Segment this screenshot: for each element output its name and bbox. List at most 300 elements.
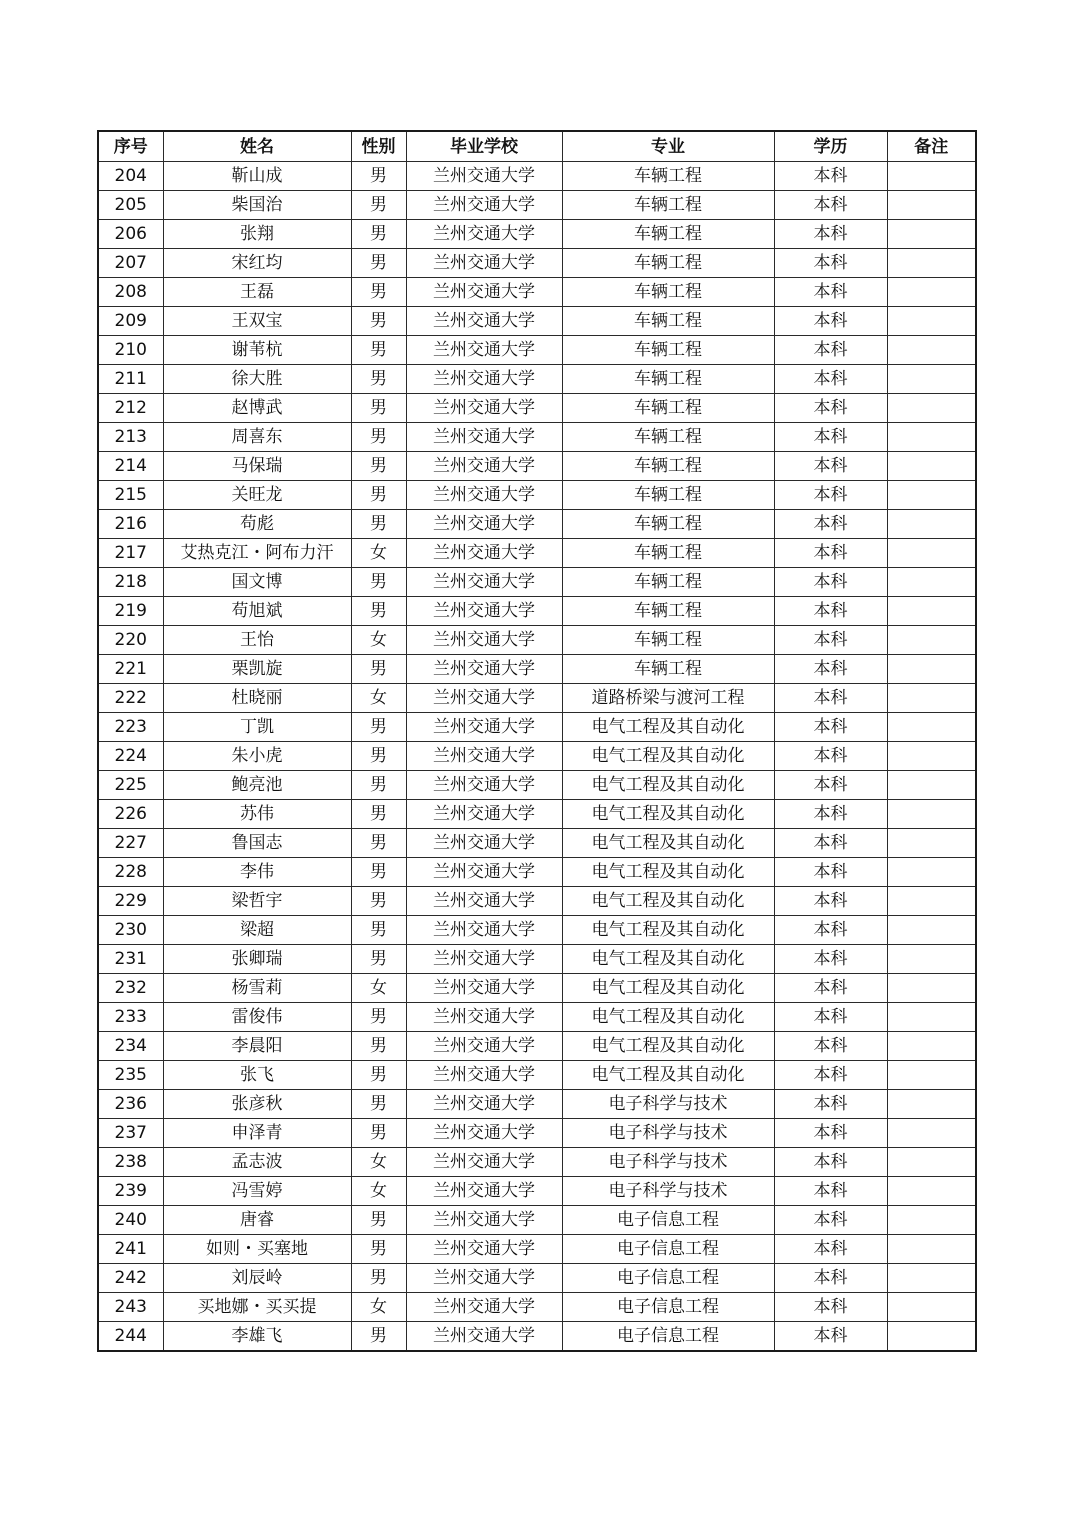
- cell-school: 兰州交通大学: [406, 278, 562, 307]
- cell-remarks: [887, 800, 976, 829]
- cell-seq: 221: [98, 655, 163, 684]
- header-major: 专业: [562, 131, 774, 162]
- cell-remarks: [887, 481, 976, 510]
- cell-seq: 220: [98, 626, 163, 655]
- cell-seq: 223: [98, 713, 163, 742]
- cell-degree: 本科: [774, 481, 887, 510]
- table-row: [98, 1177, 976, 1206]
- cell-major: 车辆工程: [562, 510, 774, 539]
- cell-school: 兰州交通大学: [406, 365, 562, 394]
- cell-school: 兰州交通大学: [406, 1206, 562, 1235]
- table-row: [98, 887, 976, 916]
- table-row: [98, 191, 976, 220]
- cell-degree: 本科: [774, 597, 887, 626]
- table-row: [98, 220, 976, 249]
- cell-major: 车辆工程: [562, 452, 774, 481]
- cell-remarks: [887, 945, 976, 974]
- cell-remarks: [887, 220, 976, 249]
- table-row: [98, 829, 976, 858]
- cell-seq: 230: [98, 916, 163, 945]
- cell-school: 兰州交通大学: [406, 974, 562, 1003]
- cell-seq: 206: [98, 220, 163, 249]
- table-row: [98, 1148, 976, 1177]
- table-row: [98, 1235, 976, 1264]
- cell-degree: 本科: [774, 162, 887, 191]
- cell-degree: 本科: [774, 307, 887, 336]
- cell-name: 雷俊伟: [163, 1003, 351, 1032]
- cell-degree: 本科: [774, 974, 887, 1003]
- cell-name: 李晨阳: [163, 1032, 351, 1061]
- table-row: [98, 800, 976, 829]
- cell-seq: 242: [98, 1264, 163, 1293]
- cell-name: 杜晓丽: [163, 684, 351, 713]
- cell-gender: 女: [351, 974, 406, 1003]
- cell-name: 如则・买塞地: [163, 1235, 351, 1264]
- cell-degree: 本科: [774, 423, 887, 452]
- cell-seq: 231: [98, 945, 163, 974]
- cell-name: 鲍亮池: [163, 771, 351, 800]
- cell-remarks: [887, 1293, 976, 1322]
- cell-name: 张卿瑞: [163, 945, 351, 974]
- cell-name: 宋红均: [163, 249, 351, 278]
- cell-name: 王磊: [163, 278, 351, 307]
- cell-seq: 207: [98, 249, 163, 278]
- cell-degree: 本科: [774, 336, 887, 365]
- cell-seq: 236: [98, 1090, 163, 1119]
- cell-seq: 238: [98, 1148, 163, 1177]
- cell-major: 电气工程及其自动化: [562, 974, 774, 1003]
- cell-school: 兰州交通大学: [406, 510, 562, 539]
- cell-gender: 女: [351, 684, 406, 713]
- cell-gender: 男: [351, 1264, 406, 1293]
- cell-seq: 243: [98, 1293, 163, 1322]
- cell-major: 电子信息工程: [562, 1293, 774, 1322]
- cell-gender: 男: [351, 452, 406, 481]
- cell-remarks: [887, 1322, 976, 1352]
- cell-name: 周喜东: [163, 423, 351, 452]
- cell-school: 兰州交通大学: [406, 423, 562, 452]
- cell-name: 丁凯: [163, 713, 351, 742]
- cell-remarks: [887, 858, 976, 887]
- cell-major: 车辆工程: [562, 626, 774, 655]
- cell-school: 兰州交通大学: [406, 742, 562, 771]
- cell-remarks: [887, 1235, 976, 1264]
- cell-degree: 本科: [774, 800, 887, 829]
- cell-major: 电子科学与技术: [562, 1119, 774, 1148]
- cell-degree: 本科: [774, 220, 887, 249]
- cell-degree: 本科: [774, 684, 887, 713]
- cell-seq: 214: [98, 452, 163, 481]
- cell-major: 车辆工程: [562, 220, 774, 249]
- cell-gender: 男: [351, 1322, 406, 1352]
- cell-major: 电子信息工程: [562, 1235, 774, 1264]
- cell-remarks: [887, 568, 976, 597]
- cell-school: 兰州交通大学: [406, 481, 562, 510]
- cell-gender: 男: [351, 365, 406, 394]
- cell-name: 国文博: [163, 568, 351, 597]
- cell-degree: 本科: [774, 887, 887, 916]
- cell-remarks: [887, 191, 976, 220]
- table-row: [98, 1119, 976, 1148]
- cell-name: 申泽青: [163, 1119, 351, 1148]
- cell-gender: 男: [351, 829, 406, 858]
- cell-degree: 本科: [774, 1003, 887, 1032]
- cell-school: 兰州交通大学: [406, 887, 562, 916]
- header-degree: 学历: [774, 131, 887, 162]
- table-row: [98, 452, 976, 481]
- cell-name: 关旺龙: [163, 481, 351, 510]
- table-row: [98, 278, 976, 307]
- cell-gender: 男: [351, 336, 406, 365]
- cell-school: 兰州交通大学: [406, 220, 562, 249]
- cell-remarks: [887, 539, 976, 568]
- cell-degree: 本科: [774, 1032, 887, 1061]
- table-row: [98, 858, 976, 887]
- cell-name: 张飞: [163, 1061, 351, 1090]
- cell-major: 电子科学与技术: [562, 1177, 774, 1206]
- header-name: 姓名: [163, 131, 351, 162]
- header-seq: 序号: [98, 131, 163, 162]
- cell-gender: 女: [351, 626, 406, 655]
- table-row: [98, 481, 976, 510]
- cell-major: 车辆工程: [562, 365, 774, 394]
- table-row: [98, 655, 976, 684]
- cell-seq: 226: [98, 800, 163, 829]
- cell-gender: 男: [351, 597, 406, 626]
- cell-degree: 本科: [774, 858, 887, 887]
- table-row: [98, 713, 976, 742]
- cell-degree: 本科: [774, 945, 887, 974]
- cell-major: 车辆工程: [562, 278, 774, 307]
- cell-name: 朱小虎: [163, 742, 351, 771]
- cell-major: 车辆工程: [562, 307, 774, 336]
- cell-seq: 228: [98, 858, 163, 887]
- cell-school: 兰州交通大学: [406, 1119, 562, 1148]
- table-row: [98, 974, 976, 1003]
- cell-degree: 本科: [774, 539, 887, 568]
- cell-seq: 219: [98, 597, 163, 626]
- cell-remarks: [887, 452, 976, 481]
- cell-school: 兰州交通大学: [406, 539, 562, 568]
- cell-school: 兰州交通大学: [406, 655, 562, 684]
- cell-degree: 本科: [774, 568, 887, 597]
- cell-seq: 216: [98, 510, 163, 539]
- cell-seq: 218: [98, 568, 163, 597]
- cell-major: 电气工程及其自动化: [562, 713, 774, 742]
- cell-degree: 本科: [774, 394, 887, 423]
- cell-gender: 男: [351, 423, 406, 452]
- table-row: [98, 307, 976, 336]
- table-row: [98, 423, 976, 452]
- cell-gender: 男: [351, 220, 406, 249]
- table-row: [98, 162, 976, 191]
- cell-degree: 本科: [774, 365, 887, 394]
- table-row: [98, 394, 976, 423]
- table-row: [98, 1061, 976, 1090]
- cell-remarks: [887, 336, 976, 365]
- cell-degree: 本科: [774, 771, 887, 800]
- header-remarks: 备注: [887, 131, 976, 162]
- cell-name: 苟彪: [163, 510, 351, 539]
- cell-school: 兰州交通大学: [406, 1032, 562, 1061]
- cell-gender: 男: [351, 1206, 406, 1235]
- cell-degree: 本科: [774, 742, 887, 771]
- cell-remarks: [887, 1032, 976, 1061]
- table-row: [98, 626, 976, 655]
- cell-gender: 男: [351, 1090, 406, 1119]
- cell-degree: 本科: [774, 713, 887, 742]
- cell-remarks: [887, 684, 976, 713]
- cell-gender: 男: [351, 249, 406, 278]
- cell-gender: 男: [351, 510, 406, 539]
- cell-seq: 217: [98, 539, 163, 568]
- table-row: [98, 1032, 976, 1061]
- cell-degree: 本科: [774, 452, 887, 481]
- table-row: [98, 568, 976, 597]
- cell-major: 电气工程及其自动化: [562, 916, 774, 945]
- cell-name: 杨雪莉: [163, 974, 351, 1003]
- cell-seq: 229: [98, 887, 163, 916]
- cell-remarks: [887, 1061, 976, 1090]
- cell-name: 梁哲宇: [163, 887, 351, 916]
- cell-gender: 男: [351, 655, 406, 684]
- cell-name: 李雄飞: [163, 1322, 351, 1352]
- cell-major: 车辆工程: [562, 597, 774, 626]
- cell-school: 兰州交通大学: [406, 713, 562, 742]
- cell-degree: 本科: [774, 1148, 887, 1177]
- cell-gender: 男: [351, 713, 406, 742]
- cell-name: 冯雪婷: [163, 1177, 351, 1206]
- cell-remarks: [887, 1090, 976, 1119]
- cell-gender: 男: [351, 800, 406, 829]
- cell-seq: 204: [98, 162, 163, 191]
- cell-name: 张翔: [163, 220, 351, 249]
- cell-gender: 男: [351, 858, 406, 887]
- cell-school: 兰州交通大学: [406, 916, 562, 945]
- cell-school: 兰州交通大学: [406, 945, 562, 974]
- cell-degree: 本科: [774, 1235, 887, 1264]
- cell-major: 车辆工程: [562, 655, 774, 684]
- cell-seq: 211: [98, 365, 163, 394]
- cell-school: 兰州交通大学: [406, 1148, 562, 1177]
- cell-name: 买地娜・买买提: [163, 1293, 351, 1322]
- cell-remarks: [887, 597, 976, 626]
- cell-major: 电气工程及其自动化: [562, 945, 774, 974]
- cell-degree: 本科: [774, 1293, 887, 1322]
- table-row: [98, 539, 976, 568]
- cell-gender: 男: [351, 1119, 406, 1148]
- cell-school: 兰州交通大学: [406, 800, 562, 829]
- cell-remarks: [887, 916, 976, 945]
- cell-remarks: [887, 1119, 976, 1148]
- cell-seq: 237: [98, 1119, 163, 1148]
- cell-seq: 233: [98, 1003, 163, 1032]
- cell-school: 兰州交通大学: [406, 191, 562, 220]
- cell-seq: 232: [98, 974, 163, 1003]
- cell-gender: 男: [351, 394, 406, 423]
- cell-remarks: [887, 365, 976, 394]
- cell-major: 电气工程及其自动化: [562, 742, 774, 771]
- cell-major: 电子科学与技术: [562, 1090, 774, 1119]
- cell-seq: 210: [98, 336, 163, 365]
- cell-gender: 男: [351, 191, 406, 220]
- cell-major: 电子信息工程: [562, 1264, 774, 1293]
- cell-name: 苏伟: [163, 800, 351, 829]
- cell-school: 兰州交通大学: [406, 1090, 562, 1119]
- cell-remarks: [887, 771, 976, 800]
- cell-degree: 本科: [774, 278, 887, 307]
- cell-school: 兰州交通大学: [406, 162, 562, 191]
- table-row: [98, 1264, 976, 1293]
- cell-gender: 女: [351, 1148, 406, 1177]
- cell-school: 兰州交通大学: [406, 249, 562, 278]
- cell-seq: 224: [98, 742, 163, 771]
- cell-degree: 本科: [774, 1177, 887, 1206]
- cell-school: 兰州交通大学: [406, 1235, 562, 1264]
- cell-major: 电子信息工程: [562, 1322, 774, 1352]
- cell-major: 车辆工程: [562, 162, 774, 191]
- cell-major: 车辆工程: [562, 539, 774, 568]
- cell-degree: 本科: [774, 1119, 887, 1148]
- table-row: [98, 1293, 976, 1322]
- cell-gender: 男: [351, 162, 406, 191]
- cell-gender: 男: [351, 1032, 406, 1061]
- cell-degree: 本科: [774, 626, 887, 655]
- cell-gender: 男: [351, 916, 406, 945]
- cell-seq: 208: [98, 278, 163, 307]
- cell-gender: 男: [351, 742, 406, 771]
- cell-name: 孟志波: [163, 1148, 351, 1177]
- cell-remarks: [887, 510, 976, 539]
- cell-remarks: [887, 278, 976, 307]
- header-school: 毕业学校: [406, 131, 562, 162]
- roster-table: [97, 130, 977, 1352]
- cell-seq: 225: [98, 771, 163, 800]
- cell-gender: 女: [351, 1293, 406, 1322]
- cell-name: 谢苇杭: [163, 336, 351, 365]
- cell-gender: 男: [351, 945, 406, 974]
- cell-major: 电气工程及其自动化: [562, 771, 774, 800]
- cell-gender: 女: [351, 1177, 406, 1206]
- table-row: [98, 1322, 976, 1352]
- cell-major: 电气工程及其自动化: [562, 829, 774, 858]
- cell-major: 电气工程及其自动化: [562, 1061, 774, 1090]
- cell-major: 电气工程及其自动化: [562, 1003, 774, 1032]
- cell-remarks: [887, 1148, 976, 1177]
- cell-name: 刘辰岭: [163, 1264, 351, 1293]
- cell-name: 徐大胜: [163, 365, 351, 394]
- cell-remarks: [887, 974, 976, 1003]
- cell-remarks: [887, 713, 976, 742]
- cell-name: 唐睿: [163, 1206, 351, 1235]
- cell-school: 兰州交通大学: [406, 1264, 562, 1293]
- cell-major: 车辆工程: [562, 336, 774, 365]
- cell-school: 兰州交通大学: [406, 1322, 562, 1352]
- table-row: [98, 1206, 976, 1235]
- cell-name: 栗凯旋: [163, 655, 351, 684]
- cell-major: 车辆工程: [562, 191, 774, 220]
- cell-remarks: [887, 249, 976, 278]
- cell-seq: 234: [98, 1032, 163, 1061]
- cell-seq: 227: [98, 829, 163, 858]
- cell-major: 电气工程及其自动化: [562, 800, 774, 829]
- cell-remarks: [887, 829, 976, 858]
- cell-school: 兰州交通大学: [406, 626, 562, 655]
- cell-seq: 241: [98, 1235, 163, 1264]
- cell-degree: 本科: [774, 655, 887, 684]
- cell-degree: 本科: [774, 1090, 887, 1119]
- cell-seq: 235: [98, 1061, 163, 1090]
- cell-name: 靳山成: [163, 162, 351, 191]
- cell-school: 兰州交通大学: [406, 394, 562, 423]
- cell-seq: 244: [98, 1322, 163, 1352]
- cell-major: 车辆工程: [562, 481, 774, 510]
- header-row: [98, 131, 976, 162]
- cell-gender: 男: [351, 771, 406, 800]
- table-row: [98, 249, 976, 278]
- cell-seq: 239: [98, 1177, 163, 1206]
- cell-school: 兰州交通大学: [406, 1177, 562, 1206]
- cell-major: 车辆工程: [562, 394, 774, 423]
- cell-degree: 本科: [774, 1264, 887, 1293]
- cell-degree: 本科: [774, 1206, 887, 1235]
- cell-remarks: [887, 423, 976, 452]
- cell-major: 车辆工程: [562, 423, 774, 452]
- cell-remarks: [887, 394, 976, 423]
- cell-name: 王怡: [163, 626, 351, 655]
- cell-gender: 男: [351, 278, 406, 307]
- cell-degree: 本科: [774, 191, 887, 220]
- cell-seq: 212: [98, 394, 163, 423]
- cell-school: 兰州交通大学: [406, 452, 562, 481]
- cell-seq: 222: [98, 684, 163, 713]
- cell-seq: 213: [98, 423, 163, 452]
- cell-remarks: [887, 162, 976, 191]
- cell-major: 车辆工程: [562, 568, 774, 597]
- cell-name: 柴国治: [163, 191, 351, 220]
- cell-name: 艾热克江・阿布力汗: [163, 539, 351, 568]
- table-row: [98, 597, 976, 626]
- cell-school: 兰州交通大学: [406, 858, 562, 887]
- cell-gender: 女: [351, 539, 406, 568]
- cell-remarks: [887, 1177, 976, 1206]
- cell-major: 车辆工程: [562, 249, 774, 278]
- cell-remarks: [887, 626, 976, 655]
- cell-gender: 男: [351, 1061, 406, 1090]
- cell-name: 张彦秋: [163, 1090, 351, 1119]
- cell-major: 电子科学与技术: [562, 1148, 774, 1177]
- cell-remarks: [887, 742, 976, 771]
- cell-school: 兰州交通大学: [406, 1061, 562, 1090]
- cell-seq: 205: [98, 191, 163, 220]
- table-row: [98, 771, 976, 800]
- cell-name: 苟旭斌: [163, 597, 351, 626]
- cell-major: 电气工程及其自动化: [562, 887, 774, 916]
- table-row: [98, 336, 976, 365]
- table-row: [98, 945, 976, 974]
- cell-school: 兰州交通大学: [406, 829, 562, 858]
- cell-name: 李伟: [163, 858, 351, 887]
- cell-gender: 男: [351, 481, 406, 510]
- cell-school: 兰州交通大学: [406, 771, 562, 800]
- cell-major: 电气工程及其自动化: [562, 1032, 774, 1061]
- cell-major: 电气工程及其自动化: [562, 858, 774, 887]
- table-row: [98, 1003, 976, 1032]
- cell-remarks: [887, 307, 976, 336]
- cell-degree: 本科: [774, 1061, 887, 1090]
- cell-school: 兰州交通大学: [406, 1293, 562, 1322]
- cell-school: 兰州交通大学: [406, 568, 562, 597]
